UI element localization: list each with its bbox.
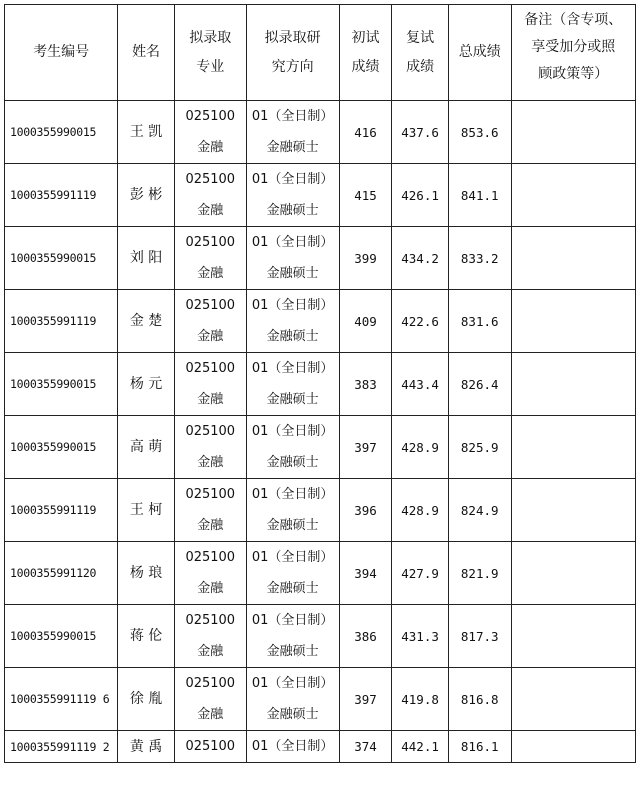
remarks-cell [511,416,635,479]
remarks-cell [511,605,635,668]
direction-code: 01（全日制） [251,550,334,565]
table-row [5,605,636,668]
name-cell: 杨 元 [118,353,175,416]
total-score-cell: 833.2 [448,227,511,290]
direction-cell [246,605,339,668]
initial-score-cell: 416 [339,101,392,164]
direction-name: 金融硕士 [266,203,319,218]
major-cell [174,290,246,353]
direction-cell [246,290,339,353]
candidate-id-cell: 1000355990015 [5,101,118,164]
major-cell [174,416,246,479]
direction-cell [246,101,339,164]
direction-cell [246,479,339,542]
name-cell: 王 柯 [118,479,175,542]
direction-code: 01（全日制） [251,676,334,691]
table-body [5,101,636,763]
major-cell [174,227,246,290]
header-major: 拟录取 专业 [174,5,246,101]
retest-score-cell: 443.4 [392,353,449,416]
retest-score-cell: 428.9 [392,479,449,542]
initial-score-cell: 386 [339,605,392,668]
remarks-cell [511,227,635,290]
retest-score-cell: 442.1 [392,731,449,763]
major-code: 025100 [185,487,236,502]
direction-code: 01（全日制） [251,487,334,502]
header-row [5,5,636,101]
direction-code: 01（全日制） [251,298,334,313]
direction-code: 01（全日制） [251,109,334,124]
retest-score-cell: 426.1 [392,164,449,227]
major-cell [174,479,246,542]
initial-score-cell: 397 [339,416,392,479]
name-cell: 王 凯 [118,101,175,164]
initial-score-cell: 374 [339,731,392,763]
initial-score-cell: 396 [339,479,392,542]
direction-name: 金融硕士 [266,140,319,155]
candidate-id-cell: 1000355991119 [5,479,118,542]
remarks-cell [511,731,635,763]
retest-score-cell: 431.3 [392,605,449,668]
direction-name: 金融硕士 [266,644,319,659]
direction-name: 金融硕士 [266,266,319,281]
name-cell: 徐 胤 [118,668,175,731]
major-cell [174,353,246,416]
name-cell: 刘 阳 [118,227,175,290]
remarks-cell [511,164,635,227]
total-score-cell: 841.1 [448,164,511,227]
name-cell: 高 萌 [118,416,175,479]
direction-cell [246,416,339,479]
candidate-id-cell: 1000355990015 [5,605,118,668]
major-name: 金融 [197,581,224,596]
initial-score-cell: 399 [339,227,392,290]
retest-score-cell: 422.6 [392,290,449,353]
candidate-id-cell: 1000355991119 [5,164,118,227]
retest-score-cell: 428.9 [392,416,449,479]
major-cell [174,605,246,668]
direction-code: 01（全日制） [251,613,334,628]
direction-cell [246,731,339,763]
major-code: 025100 [185,361,236,376]
major-code: 025100 [185,172,236,187]
remarks-cell [511,479,635,542]
initial-score-cell: 415 [339,164,392,227]
direction-name: 金融硕士 [266,392,319,407]
retest-score-cell: 437.6 [392,101,449,164]
name-cell: 蒋 伦 [118,605,175,668]
table-row [5,227,636,290]
major-name: 金融 [197,392,224,407]
direction-code: 01（全日制） [251,739,334,754]
header-retest-score: 复试 成绩 [392,5,449,101]
major-code: 025100 [185,109,236,124]
candidate-id-cell: 1000355990015 [5,416,118,479]
direction-code: 01（全日制） [251,424,334,439]
direction-cell [246,542,339,605]
remarks-cell [511,668,635,731]
name-cell: 彭 彬 [118,164,175,227]
major-name: 金融 [197,644,224,659]
direction-code: 01（全日制） [251,172,334,187]
direction-name: 金融硕士 [266,329,319,344]
major-name: 金融 [197,707,224,722]
direction-name: 金融硕士 [266,518,319,533]
direction-cell [246,668,339,731]
remarks-cell [511,290,635,353]
header-direction: 拟录取研 究方向 [246,5,339,101]
major-code: 025100 [185,550,236,565]
major-code: 025100 [185,613,236,628]
header-initial-score: 初试 成绩 [339,5,392,101]
total-score-cell: 816.1 [448,731,511,763]
major-name: 金融 [197,329,224,344]
major-name: 金融 [197,518,224,533]
candidate-id-cell: 1000355990015 [5,353,118,416]
retest-score-cell: 419.8 [392,668,449,731]
header-name: 姓名 [118,5,175,101]
table-row [5,668,636,731]
admission-table [4,4,636,763]
header-remarks: 备注（含专项、 享受加分或照 顾政策等） [511,5,635,101]
major-cell [174,731,246,763]
candidate-id-cell: 1000355991120 [5,542,118,605]
remarks-cell [511,101,635,164]
major-cell [174,668,246,731]
candidate-id-cell: 1000355990015 [5,227,118,290]
table-row [5,479,636,542]
total-score-cell: 831.6 [448,290,511,353]
retest-score-cell: 434.2 [392,227,449,290]
initial-score-cell: 409 [339,290,392,353]
table-row [5,542,636,605]
direction-code: 01（全日制） [251,361,334,376]
candidate-id-cell: 1000355991119 [5,290,118,353]
major-cell [174,542,246,605]
table-row [5,290,636,353]
total-score-cell: 817.3 [448,605,511,668]
direction-name: 金融硕士 [266,581,319,596]
major-code: 025100 [185,235,236,250]
retest-score-cell: 427.9 [392,542,449,605]
table-row [5,164,636,227]
direction-name: 金融硕士 [266,707,319,722]
major-code: 025100 [185,298,236,313]
major-code: 025100 [185,676,236,691]
total-score-cell: 824.9 [448,479,511,542]
remarks-cell [511,542,635,605]
initial-score-cell: 383 [339,353,392,416]
direction-code: 01（全日制） [251,235,334,250]
major-code: 025100 [185,424,236,439]
header-total-score: 总成绩 [448,5,511,101]
direction-cell [246,227,339,290]
table-row [5,353,636,416]
total-score-cell: 816.8 [448,668,511,731]
direction-name: 金融硕士 [266,455,319,470]
direction-cell [246,353,339,416]
major-name: 金融 [197,203,224,218]
major-code: 025100 [185,739,236,754]
major-name: 金融 [197,266,224,281]
major-cell [174,164,246,227]
name-cell: 杨 琅 [118,542,175,605]
name-cell: 黄 禹 [118,731,175,763]
candidate-id-cell: 1000355991119 2 [5,731,118,763]
name-cell: 金 楚 [118,290,175,353]
direction-cell [246,164,339,227]
table-row [5,731,636,763]
initial-score-cell: 394 [339,542,392,605]
total-score-cell: 826.4 [448,353,511,416]
table-row [5,416,636,479]
major-cell [174,101,246,164]
major-name: 金融 [197,455,224,470]
total-score-cell: 825.9 [448,416,511,479]
initial-score-cell: 397 [339,668,392,731]
major-name: 金融 [197,140,224,155]
table-row [5,101,636,164]
total-score-cell: 821.9 [448,542,511,605]
remarks-cell [511,353,635,416]
candidate-id-cell: 1000355991119 6 [5,668,118,731]
total-score-cell: 853.6 [448,101,511,164]
header-candidate-id: 考生编号 [5,5,118,101]
